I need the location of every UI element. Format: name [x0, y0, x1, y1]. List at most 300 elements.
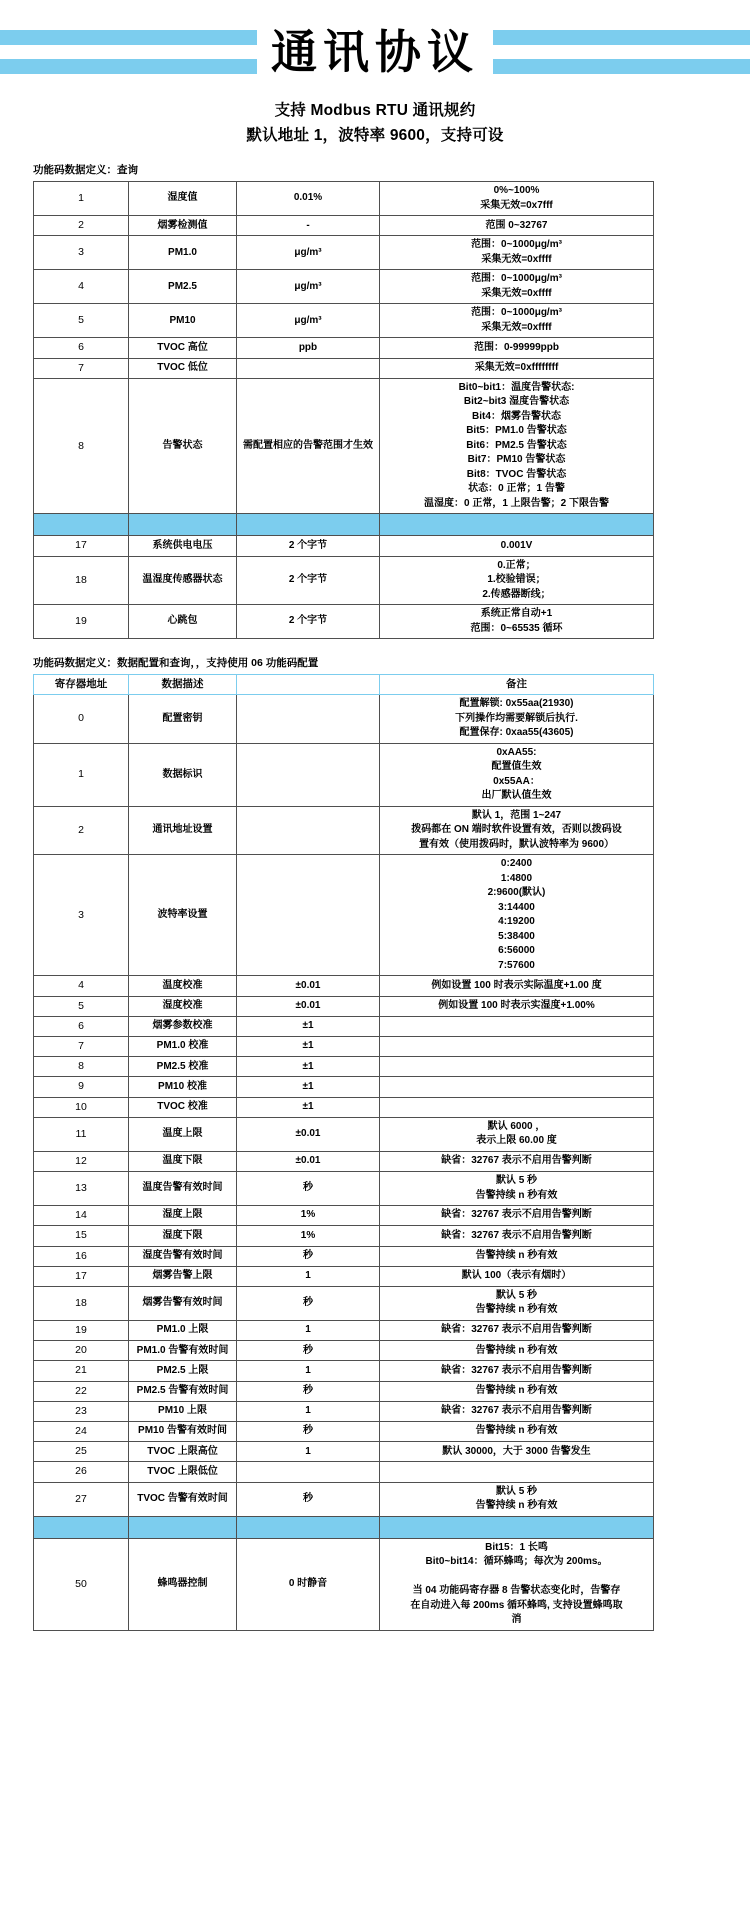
cell-note: [380, 536, 654, 556]
cell-unit: 秒: [237, 1381, 380, 1401]
cell-description: 温湿度传感器状态: [129, 556, 237, 605]
cell-note: [380, 358, 654, 378]
note-line: 范围：0-99999ppb: [473, 341, 560, 353]
cell-address: 5: [34, 996, 129, 1016]
cell-address: 8: [34, 378, 129, 514]
protocol-document-page: [0, 18, 750, 1918]
table-row: [34, 556, 654, 605]
cell-address: 17: [34, 1266, 129, 1286]
cell-unit: ±1: [237, 1016, 380, 1036]
cell-address: 6: [34, 338, 129, 358]
table1-wrapper: [33, 181, 653, 639]
note-line: 默认 6000 ，: [487, 1120, 546, 1132]
cell-unit: [237, 806, 380, 855]
separator-cell: [129, 514, 237, 536]
table-row: [34, 236, 654, 270]
table2-separator: [34, 1516, 654, 1538]
cell-description: PM10 校准: [129, 1077, 237, 1097]
cell-address: 6: [34, 1016, 129, 1036]
cell-address: 9: [34, 1077, 129, 1097]
note-line: 1.校验错误；: [487, 574, 546, 586]
cell-note: [380, 338, 654, 358]
cell-unit: 1: [237, 1266, 380, 1286]
table2-wrapper: [33, 674, 653, 1631]
cell-address: 3: [34, 855, 129, 976]
cell-unit: 1%: [237, 1206, 380, 1226]
document-subtitle: [0, 98, 750, 148]
cell-description: PM1.0 校准: [129, 1036, 237, 1056]
cell-note: [380, 1057, 654, 1077]
cell-address: 24: [34, 1422, 129, 1442]
note-line: Bit0~bit14：循环蜂鸣；每次为 200ms。: [425, 1556, 608, 1568]
cell-description: PM2.5 校准: [129, 1057, 237, 1077]
cell-address: 7: [34, 358, 129, 378]
cell-note: [380, 236, 654, 270]
note-line: 例如设置 100 时表示实湿度+1.00%: [438, 999, 595, 1011]
note-line: 下列操作均需要解锁后执行.: [455, 712, 578, 724]
column-header-3: 备注: [380, 675, 654, 695]
cell-address: 2: [34, 216, 129, 236]
note-line: 在自动进入每 200ms 循环蜂鸣, 支持设置蜂鸣取: [410, 1599, 623, 1611]
cell-address: 12: [34, 1151, 129, 1171]
cell-note: [380, 1442, 654, 1462]
cell-unit: 1: [237, 1361, 380, 1381]
query-register-table: [33, 181, 654, 639]
cell-address: 11: [34, 1117, 129, 1151]
cell-note: [380, 1266, 654, 1286]
column-header-0: 寄存器地址: [34, 675, 129, 695]
note-line: 缺省：32767 表示不启用告警判断: [441, 1405, 592, 1417]
cell-unit: 2 个字节: [237, 556, 380, 605]
note-line: 默认 1，范围 1~247: [471, 809, 562, 821]
cell-description: 温度上限: [129, 1117, 237, 1151]
cell-description: 湿度值: [129, 182, 237, 216]
table-row: [34, 1482, 654, 1516]
note-line: 例如设置 100 时表示实际温度+1.00 度: [431, 979, 602, 991]
cell-note: [380, 1226, 654, 1246]
note-line: 告警持续 n 秒有效: [475, 1249, 558, 1261]
separator-cell: [129, 1516, 237, 1538]
column-header-1: 数据描述: [129, 675, 237, 695]
cell-note: [380, 182, 654, 216]
table-row: [34, 1097, 654, 1117]
note-line: 状态：0 正常；1 告警: [468, 483, 565, 495]
separator-cell: [237, 514, 380, 536]
cell-unit: 秒: [237, 1341, 380, 1361]
cell-description: 湿度告警有效时间: [129, 1246, 237, 1266]
note-line: 0x55AA：: [493, 775, 540, 787]
cell-note: [380, 1341, 654, 1361]
table-row: [34, 304, 654, 338]
cell-unit: 2 个字节: [237, 605, 380, 639]
table-row: [34, 216, 654, 236]
note-line: 采集无效=0xffff: [481, 253, 552, 265]
note-line: 出厂默认值生效: [481, 790, 552, 802]
table-row: [34, 1226, 654, 1246]
table-row: [34, 1077, 654, 1097]
title-bar-right-top: [493, 30, 750, 45]
note-line: 0.正常；: [497, 559, 536, 571]
cell-note: [380, 743, 654, 806]
note-line: 温湿度：0 正常，1 上限告警；2 下限告警: [423, 497, 610, 509]
cell-description: 数据标识: [129, 743, 237, 806]
note-line: [381, 1100, 652, 1115]
table-row: [34, 1057, 654, 1077]
cell-unit: [237, 358, 380, 378]
cell-description: TVOC 校准: [129, 1097, 237, 1117]
cell-unit: [237, 855, 380, 976]
cell-note: [380, 855, 654, 976]
cell-unit: ±1: [237, 1057, 380, 1077]
table-row: [34, 1286, 654, 1320]
cell-address: 4: [34, 270, 129, 304]
cell-description: 告警状态: [129, 378, 237, 514]
note-line: Bit0~bit1：温度告警状态:: [458, 381, 575, 393]
note-line: 配置解锁: 0x55aa(21930): [459, 698, 574, 710]
cell-note: [380, 695, 654, 744]
note-line: 表示上限 60.00 度: [476, 1135, 557, 1147]
column-header-2: [237, 675, 380, 695]
cell-unit: ±0.01: [237, 1117, 380, 1151]
cell-address: 0: [34, 695, 129, 744]
cell-address: 8: [34, 1057, 129, 1077]
cell-note: [380, 1016, 654, 1036]
cell-note: [380, 1320, 654, 1340]
cell-description: PM10 告警有效时间: [129, 1422, 237, 1442]
table-row: [34, 536, 654, 556]
cell-note: [380, 1361, 654, 1381]
cell-unit: μg/m³: [237, 236, 380, 270]
cell-description: 通讯地址设置: [129, 806, 237, 855]
cell-unit: ±0.01: [237, 976, 380, 996]
note-line: 告警持续 n 秒有效: [475, 1500, 558, 1512]
cell-description: 温度校准: [129, 976, 237, 996]
cell-unit: 1: [237, 1320, 380, 1340]
note-line: 缺省：32767 表示不启用告警判断: [441, 1209, 592, 1221]
cell-description: 烟雾检测值: [129, 216, 237, 236]
note-line: [381, 1465, 652, 1480]
separator-cell: [380, 514, 654, 536]
table-row: [34, 605, 654, 639]
note-line: [381, 1080, 652, 1095]
cell-unit: 秒: [237, 1422, 380, 1442]
cell-description: PM1.0 告警有效时间: [129, 1341, 237, 1361]
table1-body: [34, 182, 654, 639]
note-line: 告警持续 n 秒有效: [475, 1189, 558, 1201]
note-line: 范围：0~1000μg/m³: [471, 307, 562, 319]
note-line: 0xAA55:: [496, 746, 537, 758]
note-line: Bit5：PM1.0 告警状态: [466, 425, 567, 437]
table-row: [34, 1151, 654, 1171]
cell-note: [380, 1462, 654, 1482]
cell-address: 25: [34, 1442, 129, 1462]
note-line: 范围：0~65535 循环: [470, 622, 563, 634]
cell-description: PM2.5 告警有效时间: [129, 1381, 237, 1401]
cell-unit: 0.01%: [237, 182, 380, 216]
cell-address: 1: [34, 743, 129, 806]
note-line: 默认 100（表示有烟时）: [461, 1270, 572, 1282]
table2-body: [34, 675, 654, 1631]
cell-unit: ±0.01: [237, 1151, 380, 1171]
cell-description: TVOC 高位: [129, 338, 237, 358]
cell-note: [380, 1036, 654, 1056]
note-line: 0%~100%: [493, 185, 540, 197]
cell-unit: 2 个字节: [237, 536, 380, 556]
table-row: [34, 378, 654, 514]
cell-address: 17: [34, 536, 129, 556]
cell-note: [380, 1538, 654, 1630]
table-row: [34, 806, 654, 855]
cell-description: PM2.5 上限: [129, 1361, 237, 1381]
note-line: 拨码都在 ON 端时软件设置有效，否则以拨码设: [411, 824, 622, 836]
cell-description: 温度告警有效时间: [129, 1172, 237, 1206]
note-line: 缺省：32767 表示不启用告警判断: [441, 1229, 592, 1241]
cell-address: 14: [34, 1206, 129, 1226]
note-line: 范围：0~1000μg/m³: [471, 273, 562, 285]
cell-address: 19: [34, 605, 129, 639]
table-row: [34, 1401, 654, 1421]
table-row: [34, 996, 654, 1016]
cell-address: 4: [34, 976, 129, 996]
separator-cell: [34, 514, 129, 536]
note-line: 7:57600: [498, 959, 535, 971]
note-line: Bit4：烟雾告警状态: [472, 410, 561, 422]
subtitle-line-2: 默认地址 1，波特率 9600，支持可设: [246, 127, 504, 145]
note-line: 2.传感器断线；: [482, 588, 551, 600]
table-row: [34, 695, 654, 744]
note-line: 默认 30000，大于 3000 告警发生: [442, 1445, 591, 1457]
cell-address: 3: [34, 236, 129, 270]
note-line: [381, 1019, 652, 1034]
table-row: [34, 855, 654, 976]
table-row: [34, 1246, 654, 1266]
note-line: 当 04 功能码寄存器 8 告警状态变化时，告警存: [412, 1585, 621, 1597]
note-line: 范围 0~32767: [485, 219, 548, 231]
cell-address: 5: [34, 304, 129, 338]
table-row: [34, 1442, 654, 1462]
title-bar-left: [0, 30, 257, 74]
cell-description: 系统供电电压: [129, 536, 237, 556]
note-line: Bit7：PM10 告警状态: [467, 454, 566, 466]
note-line: 缺省：32767 表示不启用告警判断: [441, 1155, 592, 1167]
cell-address: 21: [34, 1361, 129, 1381]
cell-address: 10: [34, 1097, 129, 1117]
note-line: Bit6：PM2.5 告警状态: [466, 439, 567, 451]
cell-address: 18: [34, 556, 129, 605]
cell-unit: ±1: [237, 1077, 380, 1097]
subtitle-line-1: 支持 Modbus RTU 通讯规约: [274, 102, 476, 119]
table1-caption: 功能码数据定义：查询: [33, 164, 138, 177]
note-line: 采集无效=0x7fff: [480, 199, 553, 211]
cell-note: [380, 1097, 654, 1117]
note-line: 告警持续 n 秒有效: [475, 1425, 558, 1437]
cell-description: 烟雾告警有效时间: [129, 1286, 237, 1320]
cell-address: 2: [34, 806, 129, 855]
note-line: [381, 1570, 652, 1585]
table-row: [34, 1462, 654, 1482]
note-line: 范围：0~1000μg/m³: [471, 239, 562, 251]
note-line: 3:14400: [498, 901, 535, 913]
table-row: [34, 1036, 654, 1056]
cell-note: [380, 270, 654, 304]
table-row: [34, 1341, 654, 1361]
cell-description: PM10: [129, 304, 237, 338]
config-register-table: [33, 674, 654, 1631]
note-line: 告警持续 n 秒有效: [475, 1304, 558, 1316]
note-line: 置有效（使用拨码时，默认波特率为 9600）: [418, 838, 615, 850]
cell-note: [380, 378, 654, 514]
cell-note: [380, 1381, 654, 1401]
note-line: Bit15：1 长鸣: [485, 1541, 548, 1553]
cell-description: PM2.5: [129, 270, 237, 304]
cell-unit: μg/m³: [237, 304, 380, 338]
note-line: [381, 1039, 652, 1054]
note-line: 默认 5 秒: [495, 1289, 538, 1301]
title-bar-right-bottom: [493, 59, 750, 74]
cell-address: 1: [34, 182, 129, 216]
note-line: Bit8：TVOC 告警状态: [466, 468, 567, 480]
cell-note: [380, 1206, 654, 1226]
note-line: 配置值生效: [491, 761, 542, 773]
title-bar-left-bottom: [0, 59, 257, 74]
table-row: [34, 1320, 654, 1340]
note-line: 6:56000: [498, 945, 535, 957]
table-row: [34, 743, 654, 806]
cell-description: PM1.0 上限: [129, 1320, 237, 1340]
cell-description: TVOC 低位: [129, 358, 237, 378]
cell-unit: ±1: [237, 1036, 380, 1056]
cell-description: TVOC 上限低位: [129, 1462, 237, 1482]
cell-description: 烟雾告警上限: [129, 1266, 237, 1286]
document-title-band: [0, 18, 750, 86]
cell-description: 波特率设置: [129, 855, 237, 976]
page-title: 通讯协议: [271, 26, 479, 78]
note-line: 告警持续 n 秒有效: [475, 1344, 558, 1356]
cell-address: 50: [34, 1538, 129, 1630]
cell-description: 湿度下限: [129, 1226, 237, 1246]
cell-note: [380, 605, 654, 639]
table-row: [34, 1538, 654, 1630]
table-header-row: [34, 675, 654, 695]
cell-address: 13: [34, 1172, 129, 1206]
cell-address: 16: [34, 1246, 129, 1266]
note-line: 采集无效=0xffffffff: [474, 362, 559, 374]
note-line: 缺省：32767 表示不启用告警判断: [441, 1324, 592, 1336]
table-row: [34, 1016, 654, 1036]
cell-address: 19: [34, 1320, 129, 1340]
cell-address: 18: [34, 1286, 129, 1320]
table-row: [34, 1422, 654, 1442]
cell-note: [380, 1151, 654, 1171]
table-row: [34, 1361, 654, 1381]
cell-unit: 1: [237, 1442, 380, 1462]
note-line: 告警持续 n 秒有效: [475, 1384, 558, 1396]
cell-note: [380, 1077, 654, 1097]
table-row: [34, 1381, 654, 1401]
cell-address: 27: [34, 1482, 129, 1516]
note-line: 5:38400: [498, 930, 535, 942]
cell-unit: 0 时静音: [237, 1538, 380, 1630]
cell-unit: 1: [237, 1401, 380, 1421]
cell-description: 烟雾参数校准: [129, 1016, 237, 1036]
cell-unit: μg/m³: [237, 270, 380, 304]
cell-description: TVOC 上限高位: [129, 1442, 237, 1462]
table-row: [34, 976, 654, 996]
note-line: 缺省：32767 表示不启用告警判断: [441, 1364, 592, 1376]
cell-description: PM1.0: [129, 236, 237, 270]
cell-description: 湿度上限: [129, 1206, 237, 1226]
cell-unit: 秒: [237, 1286, 380, 1320]
table-row: [34, 1117, 654, 1151]
note-line: 0.001V: [500, 539, 533, 551]
cell-unit: 1%: [237, 1226, 380, 1246]
separator-cell: [380, 1516, 654, 1538]
cell-note: [380, 304, 654, 338]
cell-note: [380, 1117, 654, 1151]
note-line: 0:2400: [500, 858, 533, 870]
cell-note: [380, 996, 654, 1016]
cell-note: [380, 806, 654, 855]
cell-unit: 秒: [237, 1246, 380, 1266]
cell-unit: ±0.01: [237, 996, 380, 1016]
table2-caption: 功能码数据定义：数据配置和查询，，支持使用 06 功能码配置: [33, 657, 319, 670]
table1-separator: [34, 514, 654, 536]
cell-note: [380, 556, 654, 605]
cell-unit: [237, 743, 380, 806]
cell-address: 20: [34, 1341, 129, 1361]
cell-note: [380, 1401, 654, 1421]
table-row: [34, 270, 654, 304]
cell-unit: ppb: [237, 338, 380, 358]
note-line: 消: [511, 1614, 522, 1626]
note-line: 默认 5 秒: [495, 1175, 538, 1187]
cell-description: 蜂鸣器控制: [129, 1538, 237, 1630]
cell-description: 温度下限: [129, 1151, 237, 1171]
cell-description: 湿度校准: [129, 996, 237, 1016]
cell-unit: [237, 1462, 380, 1482]
table-row: [34, 338, 654, 358]
cell-description: PM10 上限: [129, 1401, 237, 1421]
cell-note: [380, 1246, 654, 1266]
cell-unit: ±1: [237, 1097, 380, 1117]
cell-unit: 需配置相应的告警范围才生效: [237, 378, 380, 514]
table-row: [34, 1206, 654, 1226]
cell-address: 15: [34, 1226, 129, 1246]
cell-address: 23: [34, 1401, 129, 1421]
title-bar-right: [493, 30, 750, 74]
note-line: 系统正常自动+1: [480, 608, 553, 620]
note-line: 默认 5 秒: [495, 1485, 538, 1497]
separator-cell: [34, 1516, 129, 1538]
note-line: 配置保存: 0xaa55(43605): [459, 727, 574, 739]
cell-description: 配置密钥: [129, 695, 237, 744]
title-bar-left-top: [0, 30, 257, 45]
cell-unit: [237, 695, 380, 744]
note-line: 2:9600(默认): [487, 887, 546, 899]
cell-note: [380, 1172, 654, 1206]
note-line: [381, 1060, 652, 1075]
cell-address: 26: [34, 1462, 129, 1482]
note-line: 1:4800: [500, 872, 533, 884]
cell-unit: 秒: [237, 1172, 380, 1206]
separator-cell: [237, 1516, 380, 1538]
note-line: 4:19200: [498, 916, 535, 928]
cell-note: [380, 1422, 654, 1442]
cell-note: [380, 216, 654, 236]
note-line: 采集无效=0xffff: [481, 287, 552, 299]
cell-unit: -: [237, 216, 380, 236]
note-line: Bit2~bit3 湿度告警状态: [463, 396, 570, 408]
